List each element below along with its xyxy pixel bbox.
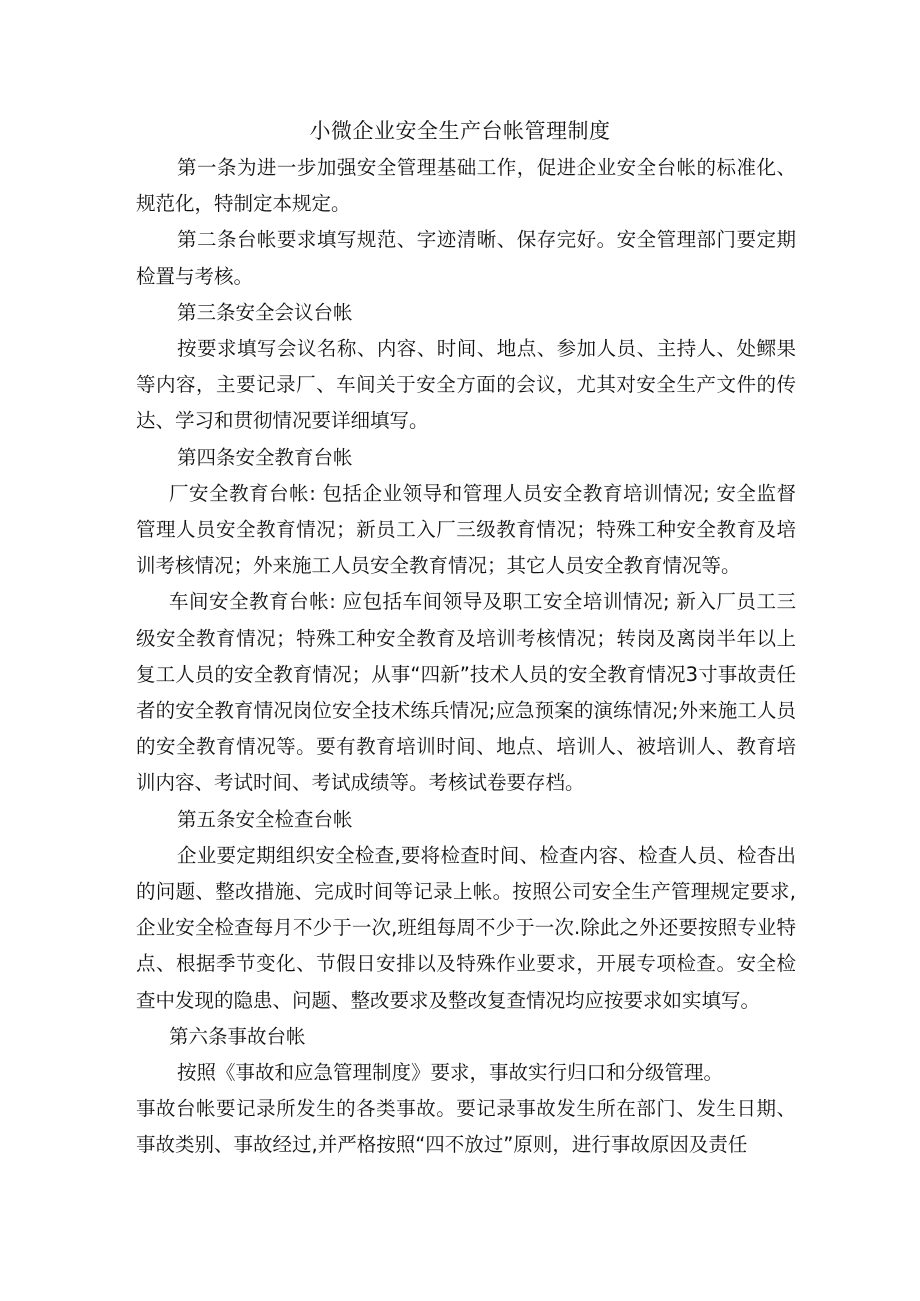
document-title: 小微企业安全生产台帐管理制度: [309, 119, 611, 143]
article-4-heading: 第四条安全教育台帐: [177, 445, 353, 469]
article-1-paragraph: 第一条为进一步加强安全管理基础工作，促进企业安全台帐的标准化、规范化，特制定本规定。: [136, 156, 796, 216]
article-3-heading: 第三条安全会议台帐: [177, 300, 353, 324]
factory-education-paragraph: 厂安全教育台帐: 包括企业领导和管理人员安全教育培训情况; 安全监督管理人员安全教育情况；新员工入厂三级教育情况；特殊工种安全教育及培训考核情况；外来施工人员安全教育情况；其它人员安全教育情况等。: [136, 481, 796, 578]
workshop-education-paragraph: 车间安全教育台帐: 应包括车间领导及职工安全培训情况; 新入厂员工三级安全教育情况；特殊工种安全教育及培训考核情况；转岗及离岗半年以上复工人员的安全教育情况；从事“四新”技术人员的安全教育情况3寸事故责任者的安全教育情况岗位安全技术练兵情况;应急预案的演练情况;外来施工人员的安全教育情况等。要有教育培训时间、地点、培训人、被培训人、教育培训内容、考试时间、考试成绩等。考核试卷要存档。: [136, 590, 796, 795]
meeting-ledger-paragraph: 按要求填写会议名称、内容、时间、地点、参加人员、主持人、处鳏果等内容，主要记录厂、车间关于安全方面的会议，尤其对安全生产文件的传达、学习和贯彻情况要详细填写。: [136, 337, 796, 433]
inspection-ledger-paragraph: 企业要定期组织安全检查,要将检查时间、检查内容、检查人员、检杳出的问题、整改措施、完成时间等记录上帐。按照公司安全生产管理规定要求,企业安全检查每月不少于一次,班组每周不少于一次.除此之外还要按照专业特点、根据季节变化、节假日安排以及特殊作业要求，开展专项检查。安全检查中发现的隐患、问题、整改要求及整改复查情况均应按要求如实填写。: [136, 843, 796, 1012]
article-6-heading: 第六条事故台帐: [169, 1024, 306, 1048]
document-body: [136, 150, 796, 1164]
accident-ledger-paragraph: 事故台帐要记录所发生的各类事故。要记录事故发生所在部门、发生日期、事故类别、事故经过,并严格按照“四不放过”原则，进行事故原因及责任: [136, 1097, 796, 1157]
article-5-heading: 第五条安全检查台帐: [177, 807, 353, 831]
article-2-paragraph: 第二条台帐要求填写规范、字迹清晰、保存完好。安全管理部门要定期检置与考核。: [136, 228, 796, 288]
accident-management-paragraph: 按照《事故和应急管理制度》要求，事故实行归口和分级管理。: [177, 1061, 724, 1085]
